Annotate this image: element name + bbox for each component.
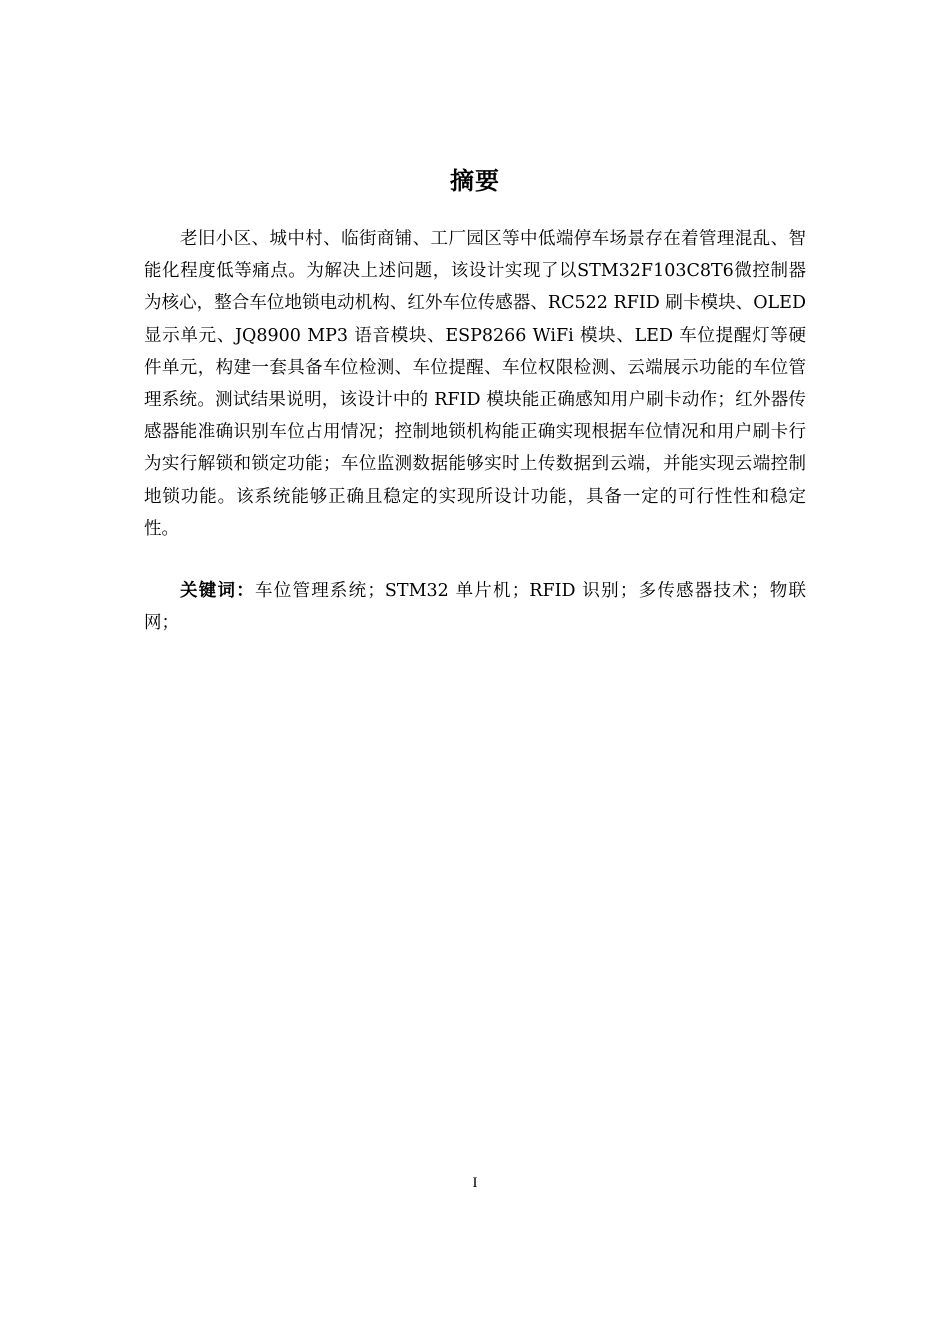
keywords-paragraph <box>144 575 806 639</box>
page-number: I <box>472 1175 478 1191</box>
keywords-label: 关键词： <box>180 581 255 601</box>
abstract-paragraph: 老旧小区、城中村、临街商铺、工厂园区等中低端停车场景存在着管理混乱、智能化程度低等痛点。为解决上述问题，该设计实现了以STM32F103C8T6微控制器为核心，整合车位地锁电动机构、红外车位传感器、RC522 RFID 刷卡模块、OLED 显示单元、JQ8900 MP3 语音模块、ESP8266 WiFi 模块、LED 车位提醒灯等硬件单元，构建一套具备车位检测、车位提醒、车位权限检测、云端展示功能的车位管理系统。测试结果说明，该设计中的 RFID 模块能正确感知用户刷卡动作；红外器传感器能准确识别车位占用情况；控制地锁机构能正确实现根据车位情况和用户刷卡行为实行解锁和锁定功能；车位监测数据能够实时上传数据到云端，并能实现云端控制地锁功能。该系统能够正确且稳定的实现所设计功能，具备一定的可行性性和稳定性。 <box>144 229 806 539</box>
abstract-title: 摘要 <box>450 167 500 195</box>
keywords-text: 车位管理系统；STM32 单片机；RFID 识别；多传感器技术；物联网； <box>144 581 807 634</box>
